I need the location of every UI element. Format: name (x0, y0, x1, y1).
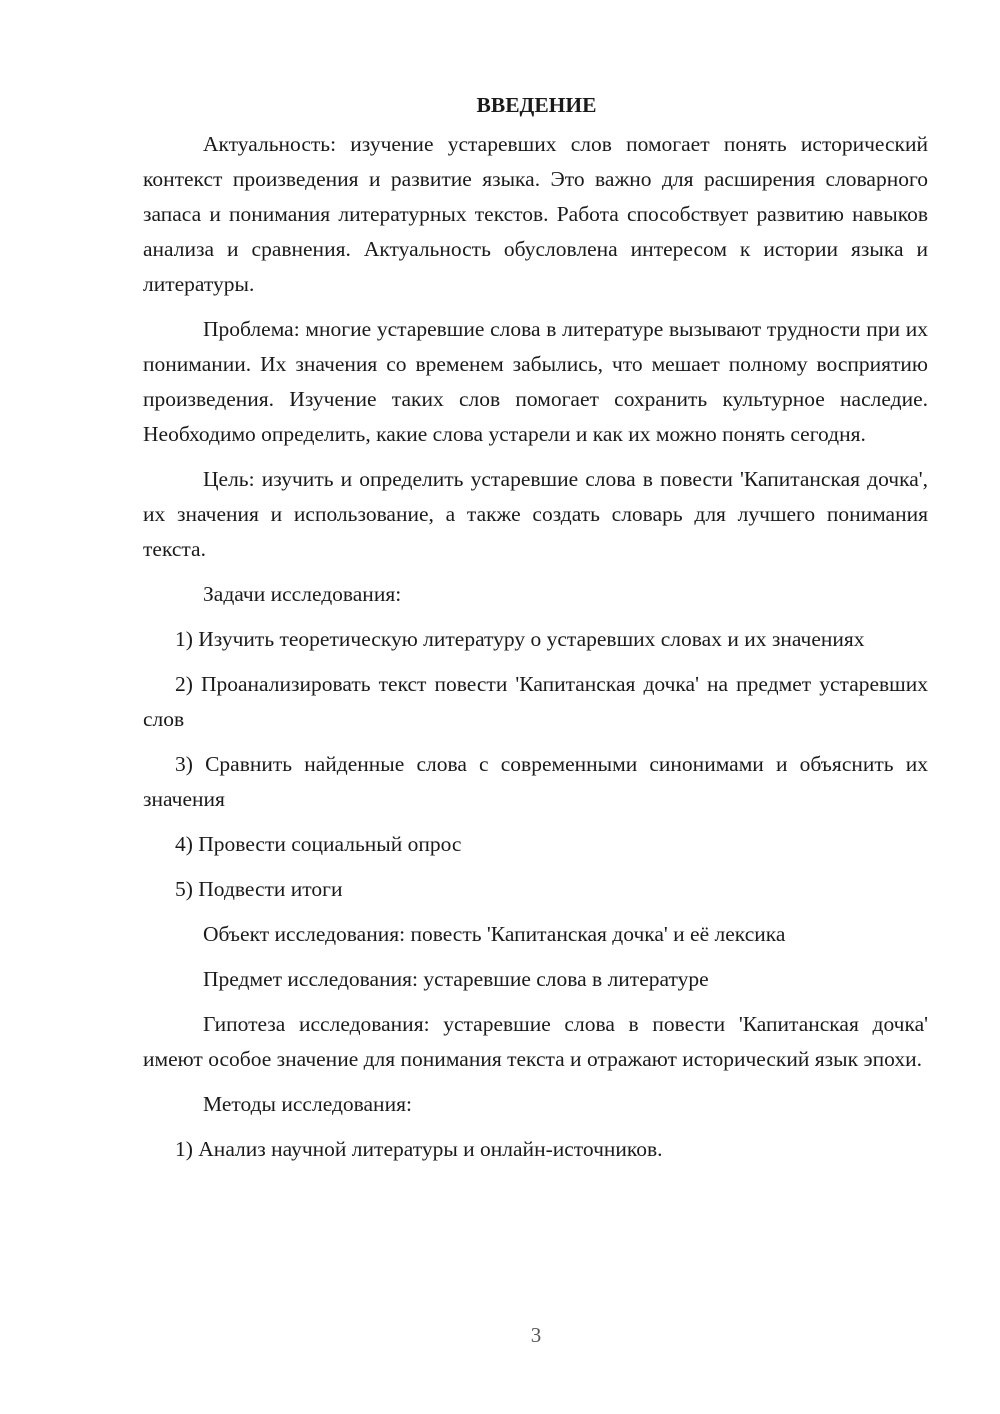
object-paragraph: Объект исследования: повесть 'Капитанская дочка' и её лексика (203, 922, 786, 946)
task-item: 3) Сравнить найденные слова с современными синонимами и объяснить их значения (143, 752, 928, 811)
method-item: 1) Анализ научной литературы и онлайн-источников. (175, 1137, 663, 1161)
task-item: 2) Проанализировать текст повести 'Капитанская дочка' на предмет устаревших слов (143, 672, 928, 731)
goal-paragraph: Цель: изучить и определить устаревшие слова в повести 'Капитанская дочка', их значения и использование, а также создать словарь для лучшего понимания текста. (143, 467, 928, 561)
task-item: 5) Подвести итоги (175, 877, 343, 901)
subject-paragraph: Предмет исследования: устаревшие слова в литературе (203, 967, 709, 991)
problem-paragraph: Проблема: многие устаревшие слова в литературе вызывают трудности при их понимании. Их значения со временем забылись, что мешает полному восприятию произведения. Изучение таких слов помогает сохранить культурное наследие. Необходимо определить, какие слова устарели и как их можно понять сегодня. (143, 317, 928, 446)
hypothesis-paragraph: Гипотеза исследования: устаревшие слова в повести 'Капитанская дочка' имеют особое значение для понимания текста и отражают исторический язык эпохи. (143, 1012, 928, 1071)
section-title: ВВЕДЕНИЕ (476, 93, 597, 117)
task-item: 4) Провести социальный опрос (175, 832, 462, 856)
task-item: 1) Изучить теоретическую литературу о устаревших словах и их значениях (175, 627, 865, 651)
tasks-heading: Задачи исследования: (203, 582, 402, 606)
relevance-paragraph: Актуальность: изучение устаревших слов помогает понять исторический контекст произведения и развитие языка. Это важно для расширения словарного запаса и понимания литературных текстов. Работа способствует развитию навыков анализа и сравнения. Актуальность обусловлена интересом к истории языка и литературы. (143, 132, 928, 296)
page-number: 3 (530, 1323, 542, 1347)
document-page (143, 88, 928, 1167)
methods-heading: Методы исследования: (203, 1092, 412, 1116)
